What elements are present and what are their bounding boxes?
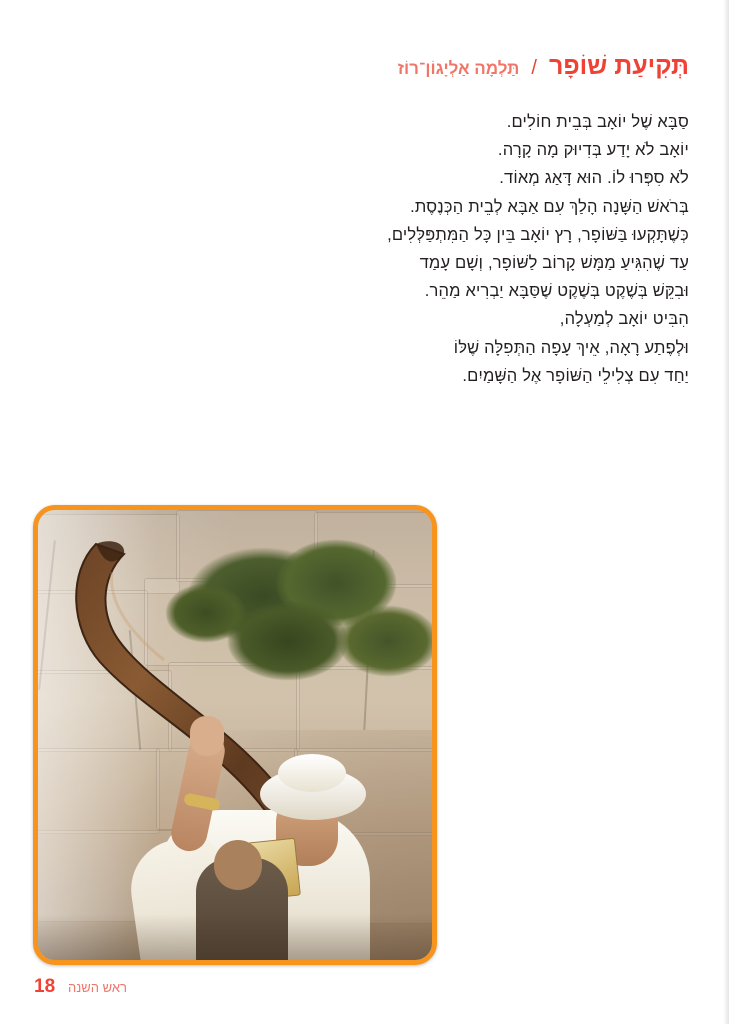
poem-line: לֹא סִפְּרוּ לוֹ. הוּא דָּאַג מְאוֹד. xyxy=(499,169,689,188)
poem-line: בְּרֹאשׁ הַשָּׁנָה הָלַךְ עִם אַבָּא לְבֵית הַכְּנֶסֶת. xyxy=(410,197,689,216)
title-separator: / xyxy=(531,57,537,79)
poem-line: וּבִקֵּשׁ בְּשֶׁקֶט בְּשֶׁקֶט שֶׁסַּבָּא יַבְרִיא מַהֵר. xyxy=(424,282,689,301)
poem-line: יוֹאָב לֹא יָדַע בְּדִיוּק מָה קָרָה. xyxy=(497,141,689,160)
page-number: 18 xyxy=(34,976,56,997)
poem-line: עַד שֶׁהִגִּיעַ מַמָּשׁ קָרוֹב לַשּׁוֹפָר, וְשָׁם עָמַד xyxy=(419,254,689,273)
page-title: תְּקִיעַת שׁוֹפָר xyxy=(548,52,689,80)
photo-inner xyxy=(38,510,432,960)
poem-body xyxy=(89,108,689,390)
page-footer xyxy=(0,968,729,998)
poem-line: סַבָּא שֶׁל יוֹאָב בְּבֵית חוֹלִים. xyxy=(506,113,689,131)
poem-line: כְּשֶׁתָּקְעוּ בַּשּׁוֹפָר, רָץ יוֹאָב בֵּין כָּל הַמִּתְפַּלְּלִים, xyxy=(387,225,689,244)
footer-chapter-label: ראש השנה xyxy=(68,980,127,995)
poem-line: יַחַד עִם צְלִילֵי הַשּׁוֹפָר אֶל הַשָּׁמַיִם. xyxy=(462,366,689,385)
page-edge-shadow xyxy=(723,0,729,1024)
poem-heading xyxy=(40,52,689,81)
poem-line: הִבִּיט יוֹאָב לְמַעְלָה, xyxy=(559,310,689,329)
poem-line: וּלְפֶתַע רָאָה, אֵיךְ עָפָה הַתְּפִלָּה שֶׁלּוֹ xyxy=(453,338,689,357)
illustration-photo xyxy=(33,505,437,965)
poem-author: תַּלְמָה אַלְיָגוֹן־רוֹז xyxy=(397,59,520,78)
